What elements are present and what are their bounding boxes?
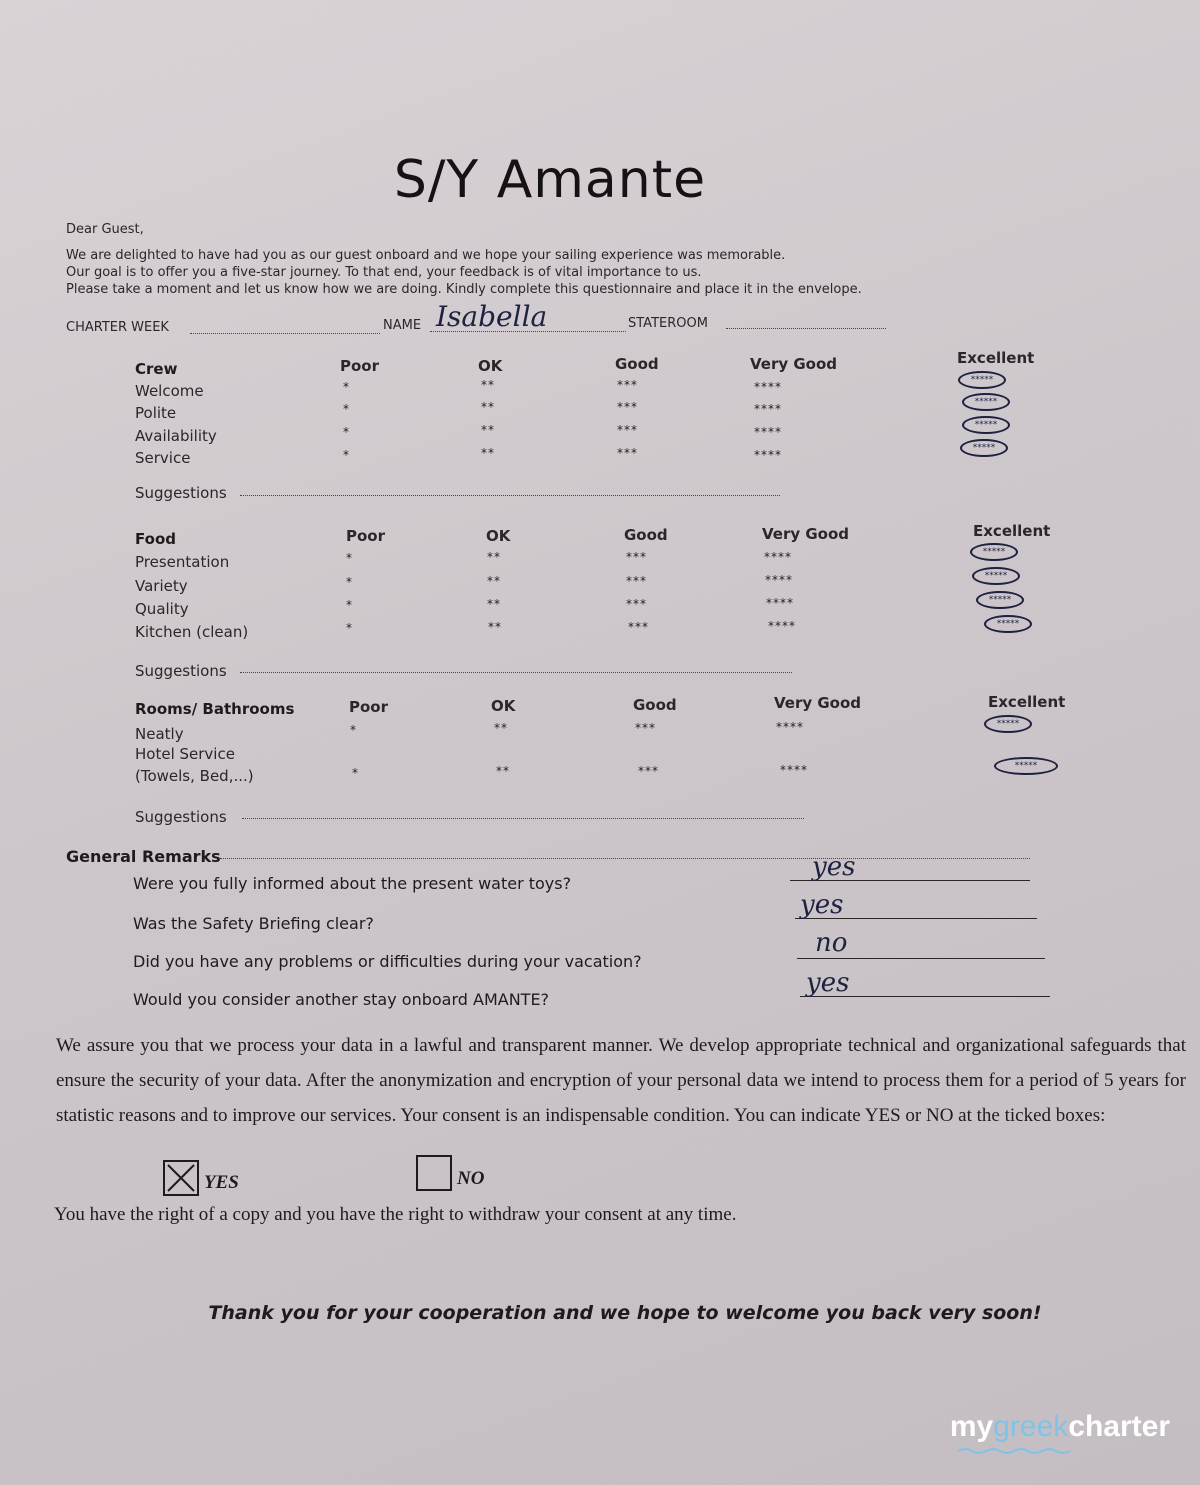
rating-poor[interactable]: * <box>343 448 350 462</box>
wave-icon <box>958 1447 1070 1455</box>
food-col-good: Good <box>624 526 668 544</box>
crew-col-good: Good <box>615 355 659 373</box>
food-suggestions-label: Suggestions <box>135 662 227 680</box>
rooms-col-very-good: Very Good <box>774 694 862 712</box>
crew-col-ok: OK <box>478 357 503 375</box>
rating-good[interactable]: *** <box>617 378 638 392</box>
food-col-very-good: Very Good <box>762 525 850 543</box>
crew-row-availability: Availability <box>135 427 217 445</box>
rating-good[interactable]: *** <box>626 550 647 564</box>
rating-very-good[interactable]: **** <box>776 720 804 734</box>
food-col-excellent: Excellent <box>973 522 1051 540</box>
rating-excellent-circled[interactable]: ***** <box>970 543 1018 561</box>
logo-part-charter: charter <box>1068 1410 1170 1443</box>
rating-good[interactable]: *** <box>617 423 638 437</box>
logo-part-greek: greek <box>993 1410 1069 1443</box>
greeting: Dear Guest, <box>66 222 144 237</box>
rooms-row-hotel-service: Hotel Service <box>135 745 235 763</box>
food-row-kitchen: Kitchen (clean) <box>135 623 249 641</box>
logo-part-my: my <box>949 1410 994 1443</box>
rating-ok[interactable]: ** <box>496 764 510 778</box>
rating-excellent-circled[interactable]: ***** <box>962 393 1010 411</box>
question-problems: Did you have any problems or difficulties during your vacation? <box>133 952 642 971</box>
rating-excellent-circled[interactable]: ***** <box>994 757 1058 775</box>
rating-very-good[interactable]: **** <box>768 619 796 633</box>
name-value: Isabella <box>436 300 548 333</box>
rating-ok[interactable]: ** <box>481 423 495 437</box>
rooms-col-excellent: Excellent <box>988 693 1066 711</box>
rating-poor[interactable]: * <box>346 551 353 565</box>
rating-excellent-circled[interactable]: ***** <box>976 591 1024 609</box>
crew-suggestions-label: Suggestions <box>135 484 227 502</box>
rating-excellent-circled[interactable]: ***** <box>960 439 1008 457</box>
rooms-suggestions-label: Suggestions <box>135 808 227 826</box>
rooms-row-hotel-service-detail: (Towels, Bed,...) <box>135 767 254 785</box>
rooms-suggestions-field[interactable] <box>242 818 804 819</box>
rating-ok[interactable]: ** <box>494 721 508 735</box>
food-row-quality: Quality <box>135 600 189 618</box>
check-x-icon <box>165 1162 197 1194</box>
food-section-title: Food <box>135 530 176 548</box>
stateroom-field[interactable] <box>726 328 886 329</box>
consent-rights: You have the right of a copy and you have the right to withdraw your consent at any time. <box>54 1204 737 1225</box>
answer-line-3[interactable] <box>797 958 1045 959</box>
food-row-presentation: Presentation <box>135 553 230 571</box>
rating-excellent-circled[interactable]: ***** <box>958 371 1006 389</box>
rating-very-good[interactable]: **** <box>754 402 782 416</box>
answer-problems: no <box>815 928 848 958</box>
rating-good[interactable]: *** <box>617 400 638 414</box>
consent-paragraph: We assure you that we process your data in a lawful and transparent manner. We develop appropriate technical and organizational safeguards that ensure the security of your data. After the anonymization and encryption of your personal data we intend to process them for a period of 5 years for statistic reasons and to improve our services. Your consent is an indispensable condition. You can indicate YES or NO at the ticked boxes: <box>56 1035 1186 1126</box>
crew-section-title: Crew <box>135 360 178 378</box>
rating-ok[interactable]: ** <box>488 620 502 634</box>
food-suggestions-field[interactable] <box>240 672 792 673</box>
rooms-col-good: Good <box>633 696 677 714</box>
rating-excellent-circled[interactable]: ***** <box>972 567 1020 585</box>
general-remarks-label: General Remarks <box>66 847 221 866</box>
food-col-ok: OK <box>486 527 511 545</box>
consent-yes-checkbox[interactable] <box>163 1160 199 1196</box>
rating-very-good[interactable]: **** <box>754 425 782 439</box>
rating-excellent-circled[interactable]: ***** <box>984 615 1032 633</box>
rating-poor[interactable]: * <box>350 723 357 737</box>
rating-poor[interactable]: * <box>343 402 350 416</box>
rating-ok[interactable]: ** <box>487 597 501 611</box>
intro-line-3: Please take a moment and let us know how we are doing. Kindly complete this questionnaire and place it in the envelope. <box>66 282 862 297</box>
rooms-col-ok: OK <box>491 697 516 715</box>
rating-excellent-circled[interactable]: ***** <box>962 416 1010 434</box>
charter-week-label: CHARTER WEEK <box>66 320 169 335</box>
rating-ok[interactable]: ** <box>481 446 495 460</box>
consent-no-checkbox[interactable] <box>416 1155 452 1191</box>
intro-line-1: We are delighted to have had you as our guest onboard and we hope your sailing experience was memorable. <box>66 248 786 263</box>
rating-excellent-circled[interactable]: ***** <box>984 715 1032 733</box>
rating-ok[interactable]: ** <box>481 400 495 414</box>
rating-good[interactable]: *** <box>635 721 656 735</box>
rooms-section-title: Rooms/ Bathrooms <box>135 700 295 718</box>
rating-good[interactable]: *** <box>626 574 647 588</box>
rating-very-good[interactable]: **** <box>754 448 782 462</box>
crew-row-service: Service <box>135 449 191 467</box>
rating-good[interactable]: *** <box>638 764 659 778</box>
rating-very-good[interactable]: **** <box>780 763 808 777</box>
question-another-stay: Would you consider another stay onboard AMANTE? <box>133 990 550 1009</box>
rating-ok[interactable]: ** <box>487 550 501 564</box>
name-label: NAME <box>383 318 422 333</box>
intro-line-2: Our goal is to offer you a five-star journey. To that end, your feedback is of vital importance to us. <box>66 265 702 280</box>
crew-col-very-good: Very Good <box>750 355 838 373</box>
rooms-col-poor: Poor <box>349 698 389 716</box>
rating-ok[interactable]: ** <box>487 574 501 588</box>
stateroom-label: STATEROOM <box>628 316 708 331</box>
rating-good[interactable]: *** <box>626 597 647 611</box>
question-water-toys: Were you fully informed about the present water toys? <box>133 874 572 893</box>
rating-poor[interactable]: * <box>346 621 353 635</box>
rating-ok[interactable]: ** <box>481 378 495 392</box>
crew-suggestions-field[interactable] <box>240 495 780 496</box>
answer-another-stay: yes <box>806 968 850 998</box>
rating-poor[interactable]: * <box>352 766 359 780</box>
rating-poor[interactable]: * <box>343 380 350 394</box>
charter-week-field[interactable] <box>190 333 380 334</box>
rooms-row-neatly: Neatly <box>135 725 184 743</box>
rating-very-good[interactable]: **** <box>765 573 793 587</box>
rating-good[interactable]: *** <box>628 620 649 634</box>
crew-col-excellent: Excellent <box>957 349 1035 367</box>
rating-poor[interactable]: * <box>346 598 353 612</box>
question-safety-briefing: Was the Safety Briefing clear? <box>133 914 374 933</box>
answer-safety-briefing: yes <box>800 890 844 920</box>
crew-row-polite: Polite <box>135 404 177 422</box>
food-row-variety: Variety <box>135 577 188 595</box>
rating-good[interactable]: *** <box>617 446 638 460</box>
consent-no-label: NO <box>457 1168 485 1189</box>
rating-poor[interactable]: * <box>346 575 353 589</box>
general-remarks-field[interactable] <box>220 858 1030 859</box>
consent-yes-label: YES <box>204 1172 239 1193</box>
rating-very-good[interactable]: **** <box>754 380 782 394</box>
answer-water-toys: yes <box>812 852 856 882</box>
thank-you-message: Thank you for your cooperation and we hope to welcome you back very soon! <box>208 1302 1042 1324</box>
crew-row-welcome: Welcome <box>135 382 204 400</box>
rating-very-good[interactable]: **** <box>764 550 792 564</box>
food-col-poor: Poor <box>346 527 386 545</box>
form-title: S/Y Amante <box>393 150 707 210</box>
crew-col-poor: Poor <box>340 357 380 375</box>
rating-poor[interactable]: * <box>343 425 350 439</box>
rating-very-good[interactable]: **** <box>766 596 794 610</box>
brand-logo <box>950 1410 1170 1444</box>
